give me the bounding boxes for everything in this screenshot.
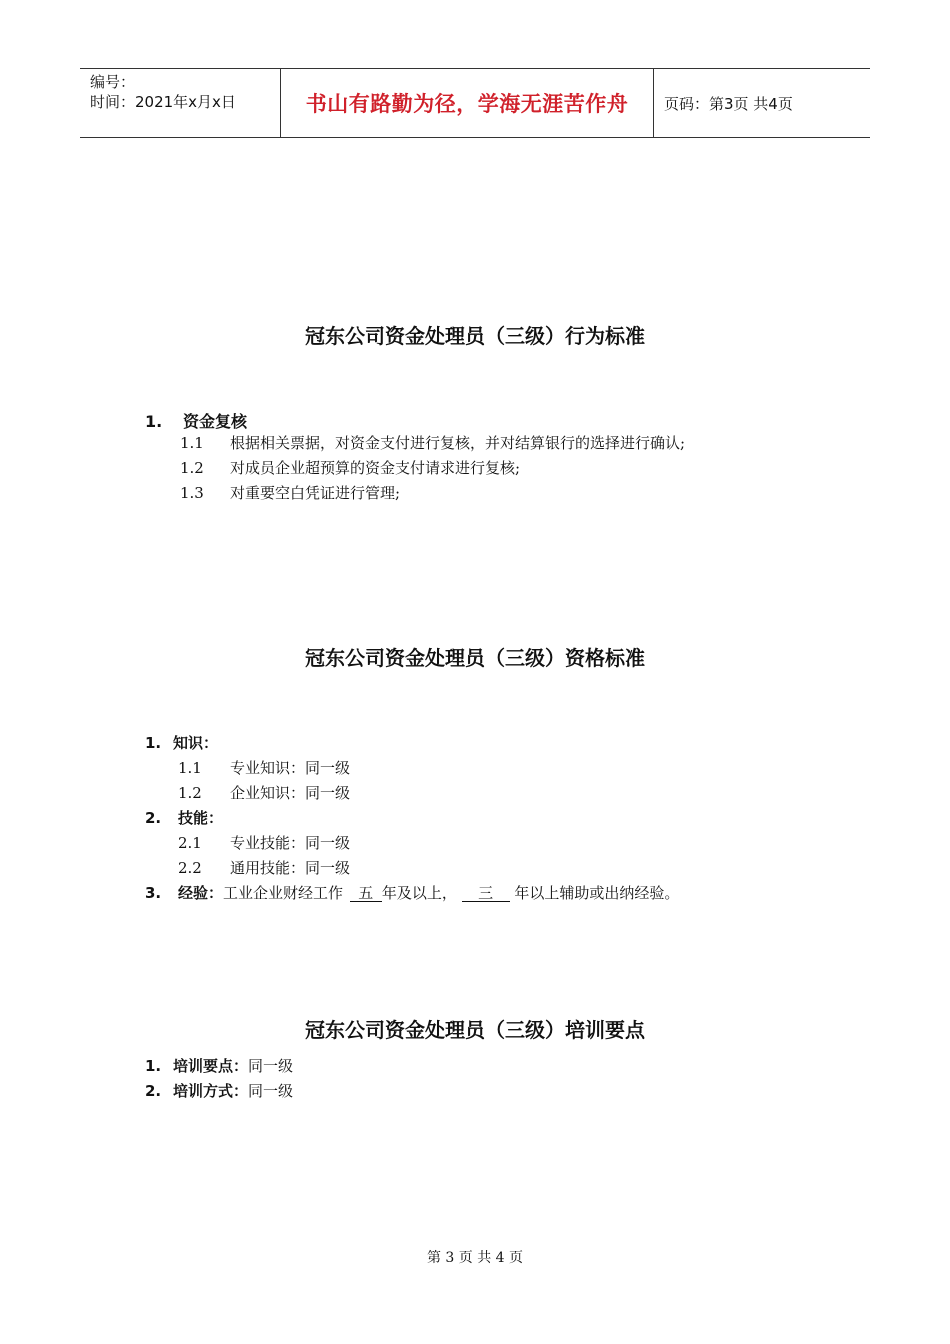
section1-sub-3-num: 1.3 (180, 484, 204, 502)
section1-sub-1 (180, 432, 685, 453)
section2-skills-sub-2-text: 通用技能：同一级 (230, 859, 351, 877)
section2-experience (145, 882, 679, 903)
page-footer: 第 3 页 共 4 页 (426, 1250, 524, 1266)
section2-skills-sub-1-num: 2.1 (178, 834, 202, 852)
section1-sub-2 (180, 457, 520, 478)
section2-skills-sub-2-num: 2.2 (178, 859, 202, 877)
section2-knowledge-sub-1-text: 专业知识：同一级 (230, 759, 351, 777)
section2-knowledge-sub-2 (178, 782, 350, 803)
section1-item1-label: 资金复核 (183, 412, 248, 431)
section3-item-2-label: 培训方式： (173, 1082, 249, 1100)
section2-knowledge-num: 1. (145, 734, 162, 752)
header-page-label: 页码：第3页 共4页 (664, 94, 793, 113)
header-motto: 书山有路勤为径，学海无涯苦作舟 (281, 69, 654, 137)
section2-skills (145, 807, 223, 828)
section3-item-1-num: 1. (145, 1057, 162, 1075)
section2-experience-years-a: 五 (350, 885, 382, 902)
section2-experience-text-b: 年及以上， (381, 884, 457, 902)
section2-skills-sub-2 (178, 857, 350, 878)
section1-item1-num: 1. (145, 412, 163, 431)
section3-item-1 (145, 1055, 293, 1076)
section3-title: 冠东公司资金处理员（三级）培训要点 (305, 1018, 645, 1042)
section1-title: 冠东公司资金处理员（三级）行为标准 (305, 324, 645, 348)
section2-skills-sub-1 (178, 832, 350, 853)
section2-experience-years-b: 三 (462, 885, 510, 902)
section2-knowledge-sub-2-text: 企业知识：同一级 (230, 784, 351, 802)
section1-sub-1-num: 1.1 (180, 434, 204, 452)
header-number-label: 编号： (90, 73, 136, 91)
section2-title: 冠东公司资金处理员（三级）资格标准 (305, 646, 645, 670)
section3-item-1-label: 培训要点： (173, 1057, 249, 1075)
section1-sub-2-text: 对成员企业超预算的资金支付请求进行复核; (230, 459, 521, 477)
section1-sub-3-text: 对重要空白凭证进行管理; (230, 484, 401, 502)
section1-sub-1-text: 根据相关票据，对资金支付进行复核，并对结算银行的选择进行确认; (230, 434, 686, 452)
section2-experience-text-a: 工业企业财经工作 (223, 884, 344, 902)
section3-item-2 (145, 1080, 293, 1101)
section2-knowledge-sub-1-num: 1.1 (178, 759, 202, 777)
section1-sub-3 (180, 482, 400, 503)
section2-experience-num: 3. (145, 884, 162, 902)
section2-knowledge-sub-2-num: 1.2 (178, 784, 202, 802)
section3-item-2-text: 同一级 (248, 1082, 294, 1100)
section2-experience-label: 经验： (178, 884, 224, 902)
page-header (80, 68, 870, 138)
section2-knowledge (145, 732, 218, 753)
section3-item-2-num: 2. (145, 1082, 162, 1100)
section2-skills-label: 技能： (178, 809, 224, 827)
section3-item-1-text: 同一级 (248, 1057, 294, 1075)
header-meta (80, 69, 281, 137)
section2-experience-text-c: 年以上辅助或出纳经验。 (514, 884, 680, 902)
header-time-label: 时间：2021年x月x日 (90, 93, 236, 111)
section2-skills-sub-1-text: 专业技能：同一级 (230, 834, 351, 852)
section2-knowledge-label: 知识： (173, 734, 219, 752)
section2-skills-num: 2. (145, 809, 162, 827)
section1-sub-2-num: 1.2 (180, 459, 204, 477)
section2-knowledge-sub-1 (178, 757, 350, 778)
section1-item1 (145, 409, 247, 432)
